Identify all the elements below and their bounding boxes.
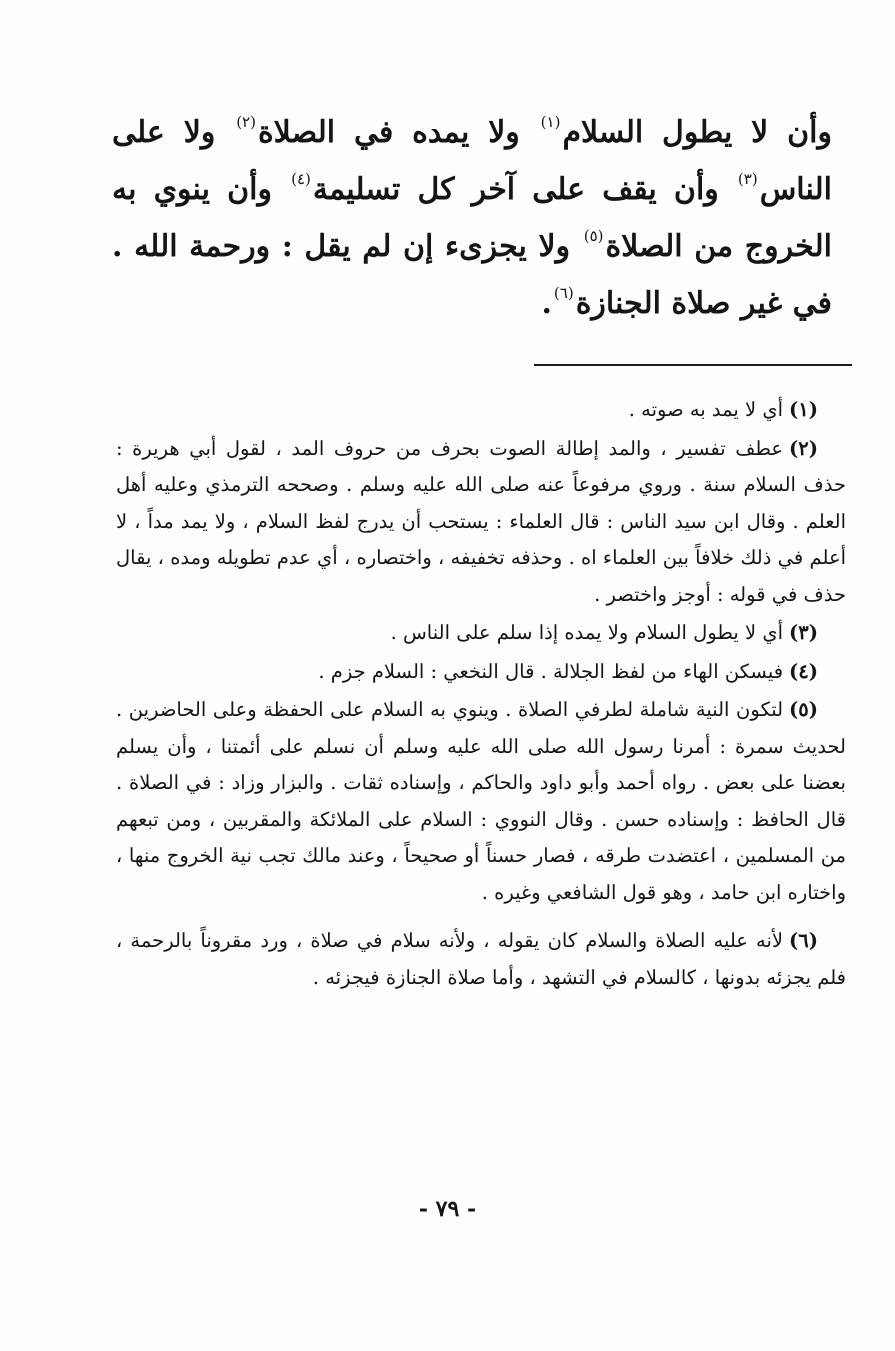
main-text-segment: ولا يمده في الصلاة <box>257 115 539 150</box>
footnote-number: (٣) <box>789 621 818 644</box>
main-text-segment: وأن ينوي به الخروج من الصلاة <box>112 172 832 264</box>
main-text-segment: وأن لا يطول السلام <box>562 115 832 150</box>
footnote-3 <box>116 615 846 652</box>
footnote-text: أي لا يطول السلام ولا يمده إذا سلم على الناس . <box>390 621 784 644</box>
footnote-marker-1: (١) <box>540 113 561 131</box>
footnote-number: (٥) <box>789 698 818 721</box>
footnote-text: أي لا يمد به صوته . <box>628 398 784 421</box>
footnote-1 <box>116 392 846 429</box>
footnote-marker-6: (٦) <box>553 284 574 302</box>
footnote-text: عطف تفسير ، والمد إطالة الصوت بحرف من حروف المد ، لقول أبي هريرة : حذف السلام سنة . وروي مرفوعاً عنه صلى الله عليه وسلم . وصححه الترمذي وعليه أهل العلم . وقال ابن سيد الناس : قال العلماء : يستحب أن يدرج لفظ السلام ، ولا يمد مداً ، لا أعلم في ذلك خلافاً بين العلماء اه . وحذفه تخفيفه ، واختصاره ، أي عدم تطويله ومده ، يقال حذف في قوله : أوجز واختصر . <box>116 436 846 606</box>
footnote-number: (٤) <box>789 659 818 683</box>
main-text-segment: ولا يجزىء إن لم يقل : ورحمة الله . في غير صلاة الجنازة <box>112 229 832 321</box>
page-number: - ٧٩ - <box>418 1196 477 1222</box>
footnote-number: (٢) <box>789 436 818 460</box>
footnote-separator-line <box>534 364 852 366</box>
footnotes-section <box>116 392 846 996</box>
footnote-number: (٦) <box>789 929 818 952</box>
footnote-6 <box>116 923 846 996</box>
main-text-segment: ولا على الناس <box>112 115 832 207</box>
footnote-marker-3: (٣) <box>737 170 758 188</box>
footnote-text: لأنه عليه الصلاة والسلام كان يقوله ، ولأنه سلام في صلاة ، ورد مقروناً بالرحمة ، فلم يجزئه بدونها ، كالسلام في التشهد ، وأما صلاة الجنازة فيجزئه . <box>116 929 846 989</box>
footnote-marker-4: (٤) <box>291 170 311 188</box>
footnote-5 <box>116 692 846 911</box>
footnote-text: فيسكن الهاء من لفظ الجلالة . قال النخعي : السلام جزم . <box>318 659 784 683</box>
footnote-4 <box>116 654 846 691</box>
main-text-segment: وأن يقف على آخر كل تسليمة <box>312 172 736 207</box>
footnote-2 <box>116 431 846 614</box>
main-text-paragraph <box>112 104 832 332</box>
footnote-text: لتكون النية شاملة لطرفي الصلاة . وينوي به السلام على الحفظة وعلى الحاضرين . لحديث سمرة : أمرنا رسول الله صلى الله عليه وسلم أن نسلم على أئمتنا ، وأن يسلم بعضنا على بعض . رواه أحمد وأبو داود والحاكم ، وإسناده ثقات . والبزار وزاد : في الصلاة . قال الحافظ : وإسناده حسن . وقال النووي : السلام على الملائكة والمقربين ، ومن تبعهم من المسلمين ، اعتضدت طرقه ، فصار حسناً أو صحيحاً ، وعند مالك تجب نية الخروج منها ، واختاره ابن حامد ، وهو قول الشافعي وغيره . <box>116 698 846 904</box>
footnote-number: (١) <box>789 398 818 421</box>
footnote-marker-5: (٥) <box>583 227 604 245</box>
footnote-marker-2: (٢) <box>236 113 256 131</box>
main-text-segment: . <box>541 286 552 321</box>
